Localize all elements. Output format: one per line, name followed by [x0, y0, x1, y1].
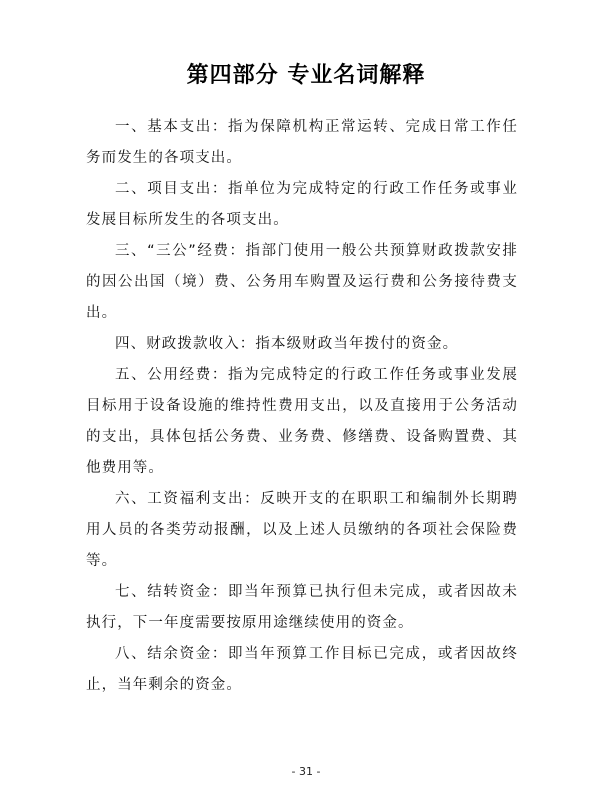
page-title: 第四部分 专业名词解释	[186, 63, 426, 88]
definition-fiscal-appropriation-income: 四、财政拨款收入：指本级财政当年拨付的资金。	[115, 336, 459, 352]
definitions-body	[86, 112, 518, 701]
definition-surplus-funds: 八、结余资金：即当年预算工作目标已完成，或者因故终止，当年剩余的资金。	[86, 646, 518, 693]
definition-carryover-funds: 七、结转资金：即当年预算已执行但未完成，或者因故未执行，下一年度需要按原用途继续使用的资金。	[86, 584, 518, 631]
definition-salary-welfare-expenditure: 六、工资福利支出：反映开支的在职职工和编制外长期聘用人员的各类劳动报酬，以及上述人员缴纳的各项社会保险费等。	[86, 491, 518, 569]
definition-project-expenditure: 二、项目支出：指单位为完成特定的行政工作任务或事业发展目标所发生的各项支出。	[86, 181, 518, 228]
definition-three-public-expenses: 三、“三公”经费：指部门使用一般公共预算财政拨款安排的因公出国（境）费、公务用车购置及运行费和公务接待费支出。	[86, 243, 518, 321]
definition-public-funds: 五、公用经费：指为完成特定的行政工作任务或事业发展目标用于设备设施的维持性费用支出，以及直接用于公务活动的支出，具体包括公务费、业务费、修缮费、设备购置费、其他费用等。	[86, 367, 518, 476]
definition-basic-expenditure: 一、基本支出：指为保障机构正常运转、完成日常工作任务而发生的各项支出。	[86, 119, 518, 166]
page-number: - 31 -	[291, 765, 321, 778]
